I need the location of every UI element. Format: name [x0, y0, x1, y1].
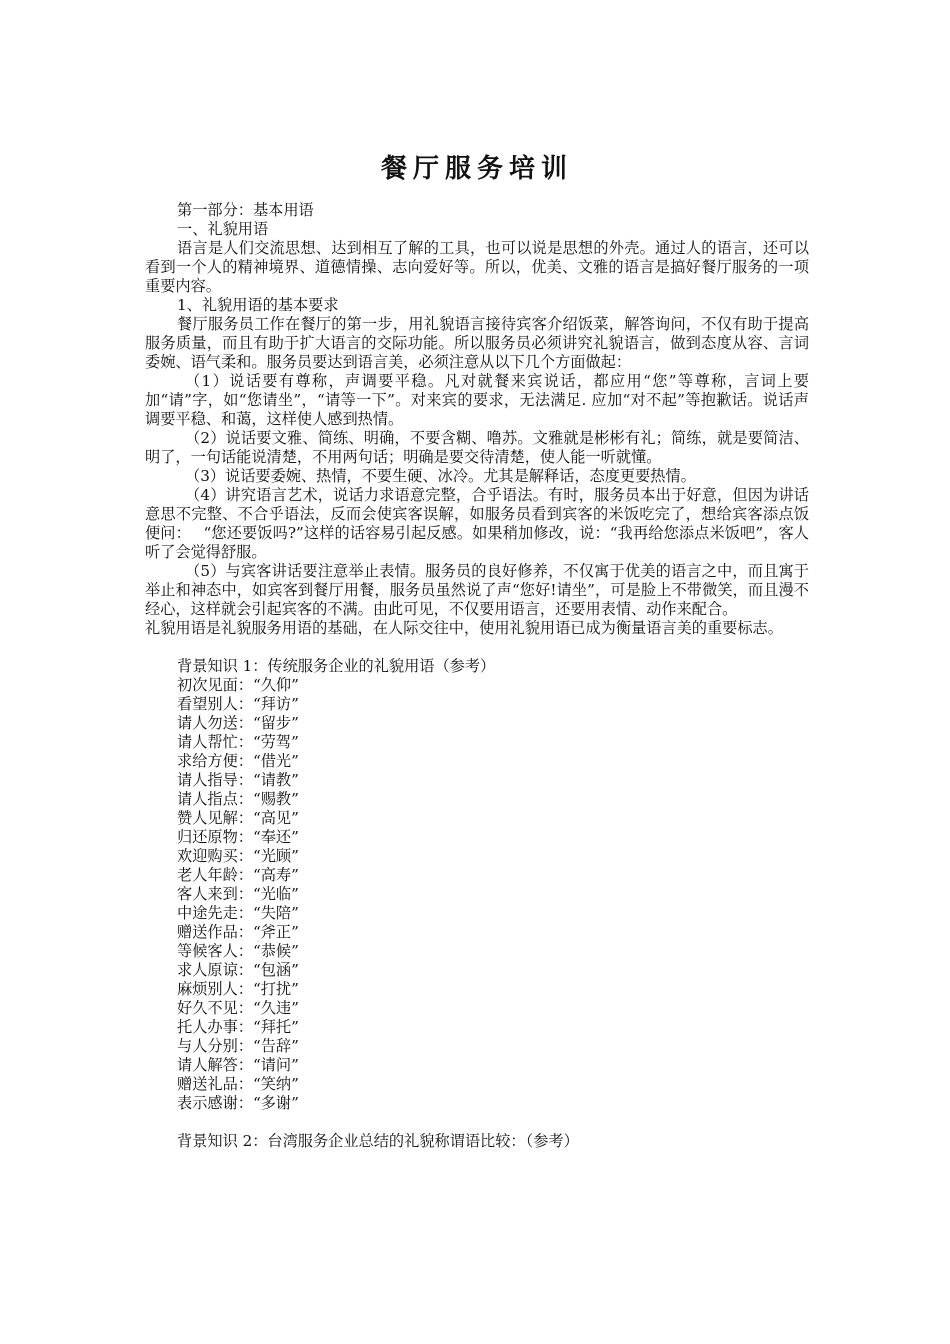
list-item: 欢迎购买：“光顾”	[177, 847, 299, 865]
section-heading: 一、礼貌用语	[177, 220, 269, 238]
list-item: 请人解答：“请问”	[177, 1056, 299, 1074]
list-item: 请人帮忙：“劳驾”	[177, 733, 299, 751]
list-item: 与人分别：“告辞”	[177, 1037, 299, 1055]
list-item: 求人原谅：“包涵”	[177, 961, 299, 979]
requirement-5: （5）与宾客讲话要注意举止表情。服务员的良好修养，不仅寓于优美的语言之中，而且寓于举止和神态中，如宾客到餐厅用餐，服务员虽然说了声“您好!请坐”，可是脸上不带微笑，而且漫不经心，这样就会引起宾客的不满。由此可见，不仅要用语言，还要用表情、动作来配合。	[145, 562, 809, 618]
summary-paragraph: 礼貌用语是礼貌服务用语的基础，在人际交往中，使用礼貌用语已成为衡量语言美的重要标志。	[145, 619, 783, 637]
list-item: 等候客人：“恭候”	[177, 942, 299, 960]
list-item: 中途先走：“失陪”	[177, 904, 299, 922]
list-item: 看望别人：“拜访”	[177, 695, 299, 713]
list-item: 表示感谢：“多谢”	[177, 1094, 299, 1112]
list-item: 请人指点：“赐教”	[177, 790, 299, 808]
spacer	[145, 638, 809, 657]
requirement-4: （4）讲究语言艺术，说话力求语意完整，合乎语法。有时，服务员本出于好意，但因为讲话意思不完整、不合乎语法，反而会使宾客误解，如服务员看到宾客的米饭吃完了，想给宾客添点饭便问： “您还要饭吗?”这样的话容易引起反感。如果稍加修改，说：“我再给您添点米饭吧”，客人听了会觉得舒服。	[145, 486, 809, 561]
list-item: 赠送礼品：“笑纳”	[177, 1075, 299, 1093]
courtesy-terms-list	[145, 676, 809, 1113]
list-item: 求给方便：“借光”	[177, 752, 299, 770]
list-item: 请人勿送：“留步”	[177, 714, 299, 732]
list-item: 请人指导：“请教”	[177, 771, 299, 789]
background-1-title: 背景知识 1：传统服务企业的礼貌用语（参考）	[177, 657, 496, 675]
list-item: 归还原物：“奉还”	[177, 828, 299, 846]
part-heading: 第一部分：基本用语	[177, 201, 314, 219]
requirement-3: （3）说话要委婉、热情，不要生硬、冰冷。尤其是解释话，态度更要热情。	[185, 467, 696, 485]
list-item: 好久不见：“久违”	[177, 999, 299, 1017]
list-item: 客人来到：“光临”	[177, 885, 299, 903]
paragraph-1: 餐厅服务员工作在餐厅的第一步，用礼貌语言接待宾客介绍饭菜，解答询问，不仅有助于提高服务质量，而且有助于扩大语言的交际功能。所以服务员必须讲究礼貌语言，做到态度从容、言词委婉、语气柔和。服务员要达到语言美，必须注意从以下几个方面做起：	[145, 315, 809, 371]
document-body	[145, 201, 809, 1151]
list-item: 老人年龄：“高寿”	[177, 866, 299, 884]
list-item: 麻烦别人：“打扰”	[177, 980, 299, 998]
requirement-1: （1）说话要有尊称，声调要平稳。凡对就餐来宾说话，都应用“您”等尊称，言词上要加“请”字，如“您请坐”，“请等一下”。对来宾的要求，无法满足. 应加“对不起”等抱歉话。说话声调要平稳、和蔼，这样使人感到热情。	[145, 372, 809, 428]
subheading: 1、礼貌用语的基本要求	[177, 296, 339, 314]
intro-paragraph: 语言是人们交流思想、达到相互了解的工具，也可以说是思想的外壳。通过人的语言，还可以看到一个人的精神境界、道德情操、志向爱好等。所以，优美、文雅的语言是搞好餐厅服务的一项重要内容。	[145, 239, 809, 295]
list-item: 初次见面：“久仰”	[177, 676, 299, 694]
list-item: 赠送作品：“斧正”	[177, 923, 299, 941]
background-2-title: 背景知识 2：台湾服务企业总结的礼貌称谓语比较：（参考）	[177, 1132, 579, 1150]
requirement-2: （2）说话要文雅、简练、明确，不要含糊、噜苏。文雅就是彬彬有礼；简练，就是要简洁、明了，一句话能说清楚，不用两句话；明确是要交待清楚，使人能一听就懂。	[145, 429, 809, 466]
list-item: 赞人见解：“高见”	[177, 809, 299, 827]
spacer	[145, 1113, 809, 1132]
list-item: 托人办事：“拜托”	[177, 1018, 299, 1036]
document-title: 餐厅服务培训	[380, 154, 573, 184]
